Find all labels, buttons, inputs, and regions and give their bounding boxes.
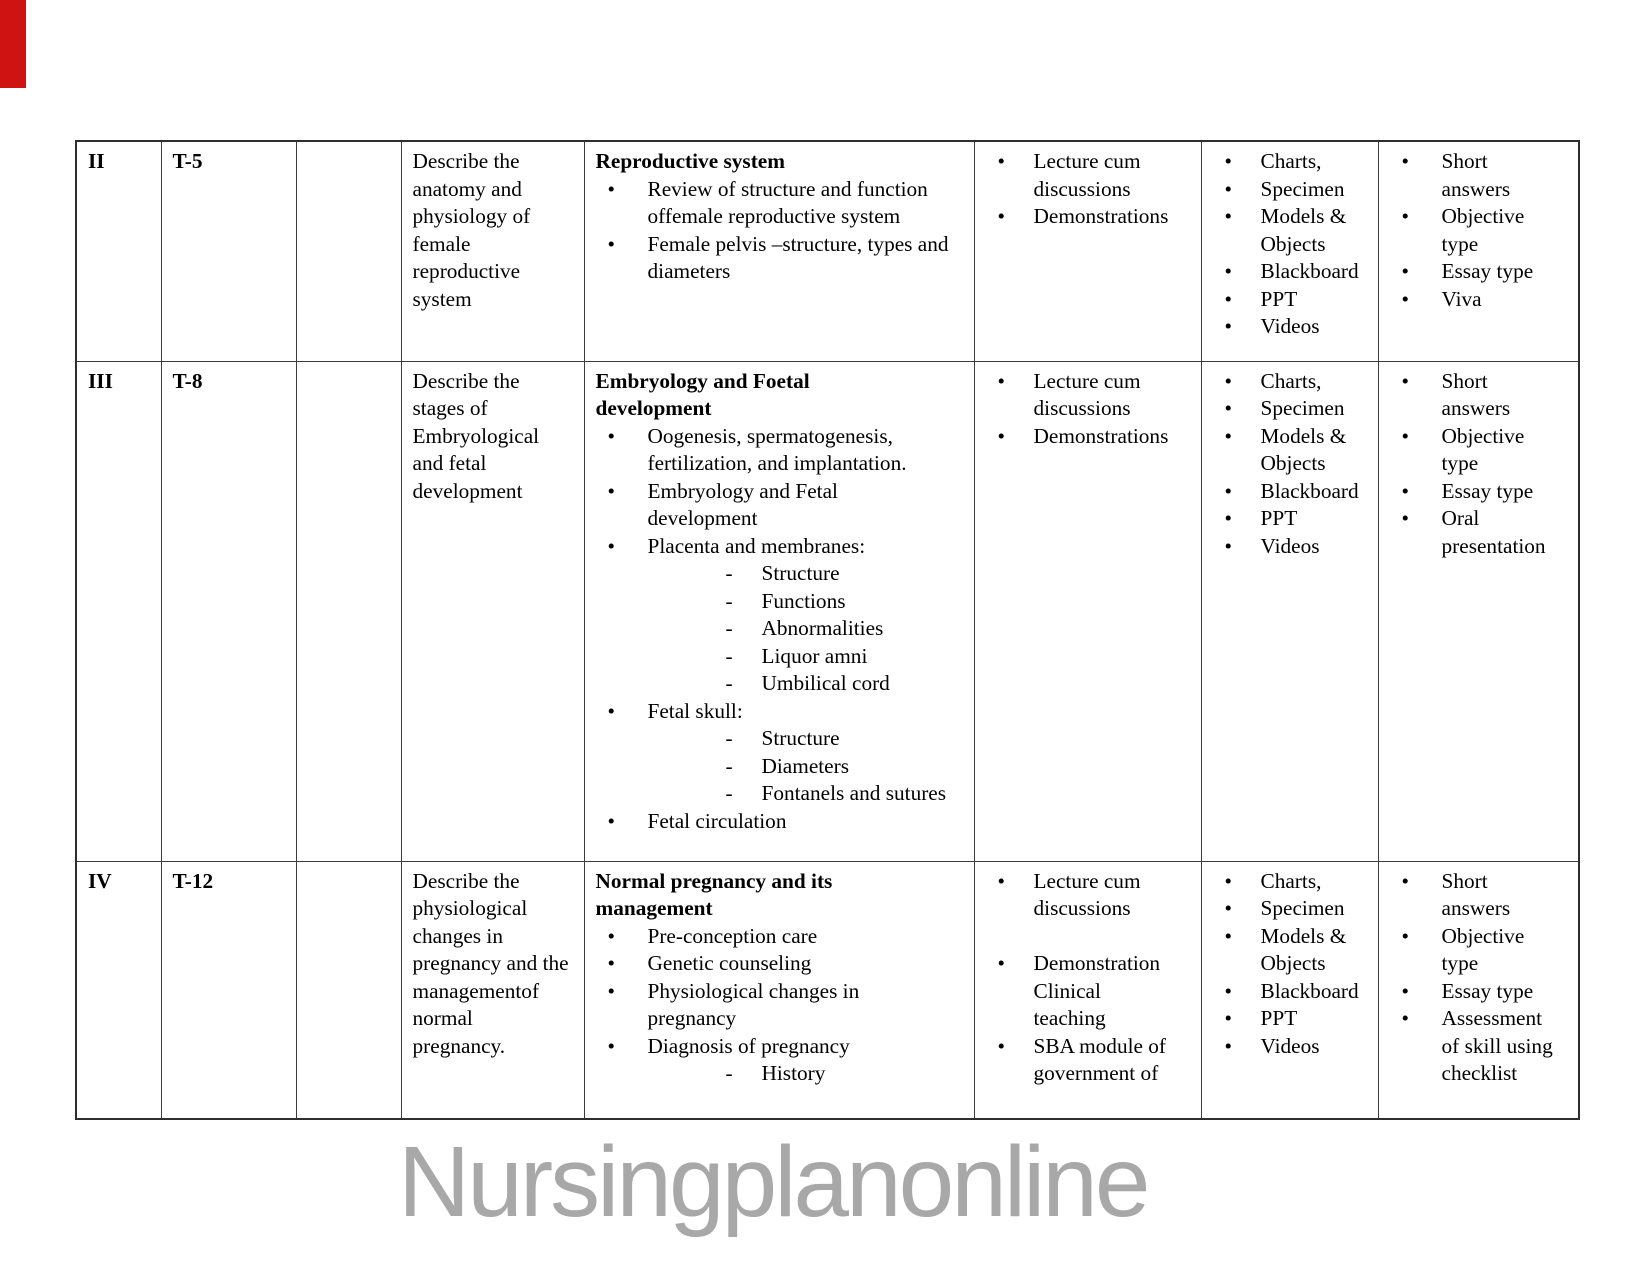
content-cell	[584, 141, 974, 361]
list-item-text: Short answers	[1441, 868, 1511, 920]
list-item	[1213, 258, 1372, 286]
list-item	[1390, 368, 1573, 423]
list-item	[596, 808, 968, 836]
list-item	[1213, 978, 1372, 1006]
list-item	[1213, 478, 1372, 506]
list-item	[714, 780, 968, 808]
list-item-text: Demonstrations	[1033, 423, 1169, 448]
bullet-icon	[720, 643, 762, 671]
list-item-text: Oral presentation	[1441, 506, 1546, 558]
list-item-text: Lecture cum discussions	[1033, 149, 1141, 201]
list-item	[596, 478, 968, 533]
list-item-text: Structure	[761, 726, 840, 750]
list-item	[714, 615, 968, 643]
objective-cell	[401, 361, 584, 861]
bullet-icon	[720, 1060, 762, 1088]
empty-cell-text	[297, 362, 401, 374]
list-item-text: Models & Objects	[1260, 204, 1347, 256]
unit-label: III	[88, 368, 113, 393]
list-item	[1213, 286, 1372, 314]
list-item-text: Umbilical cord	[761, 671, 890, 695]
list-item-text: Review of structure and function offemale reproductive system	[647, 176, 928, 228]
bullet-icon	[1219, 203, 1261, 231]
list-item	[1390, 203, 1573, 258]
content-cell	[584, 361, 974, 861]
list-item-text: Charts,	[1260, 368, 1322, 393]
bullet-icon	[992, 148, 1034, 176]
list-item	[596, 176, 968, 231]
bullet-icon	[1396, 478, 1442, 506]
list-item-text: Embryology and Fetal development	[647, 478, 838, 530]
bullet-icon	[602, 923, 648, 951]
list-item-text: Blackboard	[1260, 978, 1359, 1003]
list-item-text: Functions	[761, 588, 846, 613]
assessment-list	[1390, 868, 1573, 1088]
bullet-icon	[1396, 286, 1442, 314]
table-row-unit-4	[76, 861, 1579, 1119]
bullet-icon	[1219, 423, 1261, 451]
bullet-icon	[1396, 368, 1442, 396]
objective-cell	[401, 861, 584, 1119]
content-title: Embryology and Foetal development	[595, 368, 810, 420]
list-item	[714, 588, 968, 616]
list-item-text: Fetal circulation	[647, 808, 787, 833]
list-item-text: Placenta and membranes:	[647, 533, 866, 558]
list-item-text: Fontanels and sutures	[761, 781, 947, 805]
list-item	[1213, 313, 1372, 341]
bullet-icon	[720, 670, 762, 698]
list-item	[1213, 1033, 1372, 1061]
assessment-cell	[1378, 861, 1579, 1119]
assessment-cell	[1378, 141, 1579, 361]
watermark-text: Nursingplanonline	[398, 1126, 1148, 1238]
bullet-icon	[992, 368, 1034, 396]
bullet-icon	[992, 1033, 1034, 1061]
bullet-icon	[602, 176, 648, 204]
teaching-list	[986, 368, 1195, 451]
bullet-icon	[1396, 423, 1442, 451]
bullet-icon	[720, 615, 762, 643]
list-item-text: Liquor amni	[761, 643, 868, 668]
bullet-icon	[1396, 868, 1442, 896]
bullet-icon	[1219, 923, 1261, 951]
list-item	[1390, 978, 1573, 1006]
list-item	[986, 868, 1195, 923]
list-item	[1213, 368, 1372, 396]
content-cell	[584, 861, 974, 1119]
objective-text: Describe the stages of Embryological and fetal development	[412, 368, 540, 503]
list-item-text: PPT	[1260, 1006, 1298, 1030]
bullet-icon	[602, 478, 648, 506]
bullet-icon	[1219, 313, 1261, 341]
unit-label: II	[88, 149, 105, 173]
list-item	[1390, 1005, 1573, 1088]
assessment-list	[1390, 148, 1573, 313]
content-list	[596, 423, 968, 836]
list-item-text: Charts,	[1260, 868, 1322, 893]
objective-text: Describe the physiological changes in pregnancy and the managementof normal pregnancy.	[412, 868, 569, 1058]
bullet-icon	[1396, 923, 1442, 951]
list-item	[1213, 868, 1372, 896]
list-item	[714, 1060, 968, 1088]
list-item-text: Demonstrations	[1033, 204, 1169, 228]
list-item	[1213, 148, 1372, 176]
bullet-icon	[602, 1033, 648, 1061]
list-item-text: Lecture cum discussions	[1033, 368, 1141, 420]
list-item-text: Genetic counseling	[647, 951, 812, 975]
unit-cell	[76, 141, 161, 361]
bullet-icon	[1219, 533, 1261, 561]
bullet-icon	[720, 725, 762, 753]
list-item	[986, 148, 1195, 203]
bullet-icon	[602, 808, 648, 836]
list-item-text: Assessment of skill using checklist	[1441, 1006, 1553, 1085]
empty-cell-text	[297, 862, 401, 874]
bullet-icon	[1219, 868, 1261, 896]
list-item	[986, 368, 1195, 423]
bullet-icon	[720, 560, 762, 588]
list-item-text: Oogenesis, spermatogenesis, fertilization, and implantation.	[647, 423, 907, 475]
bullet-icon	[1219, 978, 1261, 1006]
empty-cell	[296, 141, 401, 361]
hours-label: T-5	[172, 149, 203, 173]
bullet-icon	[1219, 395, 1261, 423]
list-item	[1213, 923, 1372, 978]
empty-cell	[296, 361, 401, 861]
teaching-list	[986, 868, 1195, 1088]
list-item	[596, 533, 968, 561]
bullet-icon	[1219, 1005, 1261, 1033]
list-item-text: Charts,	[1260, 149, 1322, 173]
list-item-text: Demonstration Clinical teaching	[1033, 951, 1161, 1030]
bullet-icon	[1396, 505, 1442, 533]
list-item-text: PPT	[1260, 286, 1298, 311]
bullet-icon	[1396, 978, 1442, 1006]
list-item-text: Essay type	[1441, 978, 1534, 1003]
assessment-cell	[1378, 361, 1579, 861]
list-item-text: Specimen	[1260, 396, 1345, 420]
content-title: Reproductive system	[595, 149, 785, 173]
list-item	[714, 560, 968, 588]
bullet-icon	[992, 868, 1034, 896]
bullet-icon	[1396, 1005, 1442, 1033]
hours-cell	[161, 361, 296, 861]
red-corner-flag	[0, 0, 26, 88]
table-row-unit-2	[76, 141, 1579, 361]
bullet-icon	[992, 203, 1034, 231]
list-item-text: Diameters	[761, 753, 850, 778]
list-item	[1390, 258, 1573, 286]
list-item	[596, 698, 968, 726]
bullet-icon	[602, 698, 648, 726]
list-item-text: Structure	[761, 561, 840, 585]
av-aids-cell	[1201, 141, 1378, 361]
list-item	[1390, 923, 1573, 978]
list-item-text: Pre-conception care	[647, 923, 818, 948]
bullet-icon	[720, 780, 762, 808]
list-item-text: Diagnosis of pregnancy	[647, 1033, 850, 1058]
list-item-text: Objective type	[1441, 423, 1525, 475]
list-item-text: Essay type	[1441, 259, 1534, 283]
bullet-icon	[602, 533, 648, 561]
teaching-methods-cell	[974, 141, 1201, 361]
hours-label: T-8	[172, 368, 203, 393]
list-item-text: Specimen	[1260, 896, 1345, 920]
table-row-unit-3	[76, 361, 1579, 861]
unit-label: IV	[88, 868, 112, 893]
content-list	[596, 923, 968, 1088]
list-item	[1390, 148, 1573, 203]
av-aids-cell	[1201, 361, 1378, 861]
content-list	[596, 176, 968, 286]
list-item-text: History	[761, 1061, 826, 1085]
list-item-text: Female pelvis –structure, types and diameters	[647, 231, 949, 283]
unit-cell	[76, 361, 161, 861]
list-item	[986, 423, 1195, 451]
bullet-icon	[1219, 368, 1261, 396]
bullet-icon	[992, 950, 1034, 978]
hours-cell	[161, 861, 296, 1119]
list-item	[1390, 423, 1573, 478]
list-item	[596, 1033, 968, 1061]
list-item	[986, 1033, 1195, 1088]
list-item	[1213, 505, 1372, 533]
list-item	[596, 950, 968, 978]
list-item	[596, 231, 968, 286]
list-item	[714, 725, 968, 753]
bullet-icon	[720, 753, 762, 781]
bullet-icon	[1219, 258, 1261, 286]
bullet-icon	[602, 978, 648, 1006]
list-item-text: Blackboard	[1260, 259, 1359, 283]
list-item-text: PPT	[1260, 506, 1298, 530]
bullet-icon	[1396, 203, 1442, 231]
assessment-list	[1390, 368, 1573, 561]
syllabus-table	[75, 140, 1580, 1120]
hours-cell	[161, 141, 296, 361]
teaching-methods-cell	[974, 861, 1201, 1119]
bullet-icon	[1219, 148, 1261, 176]
bullet-icon	[602, 950, 648, 978]
list-item	[714, 670, 968, 698]
teaching-methods-cell	[974, 361, 1201, 861]
list-item-text: Short answers	[1441, 368, 1511, 420]
list-item	[1213, 203, 1372, 258]
empty-cell	[296, 861, 401, 1119]
list-item-text: Blackboard	[1260, 478, 1359, 503]
bullet-icon	[992, 423, 1034, 451]
list-item	[596, 923, 968, 951]
bullet-icon	[1396, 148, 1442, 176]
list-item-text: Videos	[1260, 533, 1320, 558]
list-item	[1213, 1005, 1372, 1033]
hours-label: T-12	[172, 868, 214, 893]
list-item-text: Viva	[1441, 286, 1482, 311]
av-aids-list	[1213, 368, 1372, 561]
bullet-icon	[1219, 1033, 1261, 1061]
list-item	[596, 423, 968, 478]
list-item-text: Short answers	[1441, 149, 1511, 201]
bullet-icon	[1219, 176, 1261, 204]
bullet-icon	[1396, 258, 1442, 286]
list-item-text: Specimen	[1260, 176, 1345, 201]
list-item	[1213, 895, 1372, 923]
list-item	[714, 643, 968, 671]
av-aids-list	[1213, 148, 1372, 341]
list-item-text: Models & Objects	[1260, 923, 1347, 975]
list-item	[714, 753, 968, 781]
objective-cell	[401, 141, 584, 361]
bullet-icon	[720, 588, 762, 616]
list-item	[986, 923, 1195, 951]
bullet-icon	[602, 231, 648, 259]
bullet-icon	[1219, 895, 1261, 923]
av-aids-list	[1213, 868, 1372, 1061]
list-item	[1213, 395, 1372, 423]
av-aids-cell	[1201, 861, 1378, 1119]
list-item	[1390, 868, 1573, 923]
empty-cell-text	[297, 142, 401, 154]
list-item	[986, 950, 1195, 1033]
list-item-text: SBA module of government of	[1033, 1033, 1167, 1085]
list-item-text: Physiological changes in pregnancy	[647, 978, 860, 1030]
list-item-text: Fetal skull:	[647, 698, 743, 723]
unit-cell	[76, 861, 161, 1119]
list-item	[986, 203, 1195, 231]
teaching-list	[986, 148, 1195, 231]
bullet-icon	[1219, 286, 1261, 314]
list-item-text: Abnormalities	[761, 616, 884, 640]
bullet-icon	[1219, 478, 1261, 506]
list-item	[1390, 286, 1573, 314]
list-item	[1213, 423, 1372, 478]
bullet-icon	[602, 423, 648, 451]
list-item-text: Objective type	[1441, 923, 1525, 975]
objective-text: Describe the anatomy and physiology of female reproductive system	[412, 149, 531, 311]
list-item	[1390, 478, 1573, 506]
list-item	[1213, 176, 1372, 204]
list-item-text: Essay type	[1441, 478, 1534, 503]
list-item	[596, 978, 968, 1033]
list-item-text: Objective type	[1441, 204, 1525, 256]
list-item-text: Lecture cum discussions	[1033, 868, 1141, 920]
content-title: Normal pregnancy and its management	[595, 868, 833, 920]
list-item-text: Videos	[1260, 1033, 1320, 1058]
list-item	[1390, 505, 1573, 560]
list-item	[1213, 533, 1372, 561]
bullet-icon	[1219, 505, 1261, 533]
list-item-text: Videos	[1260, 314, 1320, 338]
list-item-text: Models & Objects	[1260, 423, 1347, 475]
